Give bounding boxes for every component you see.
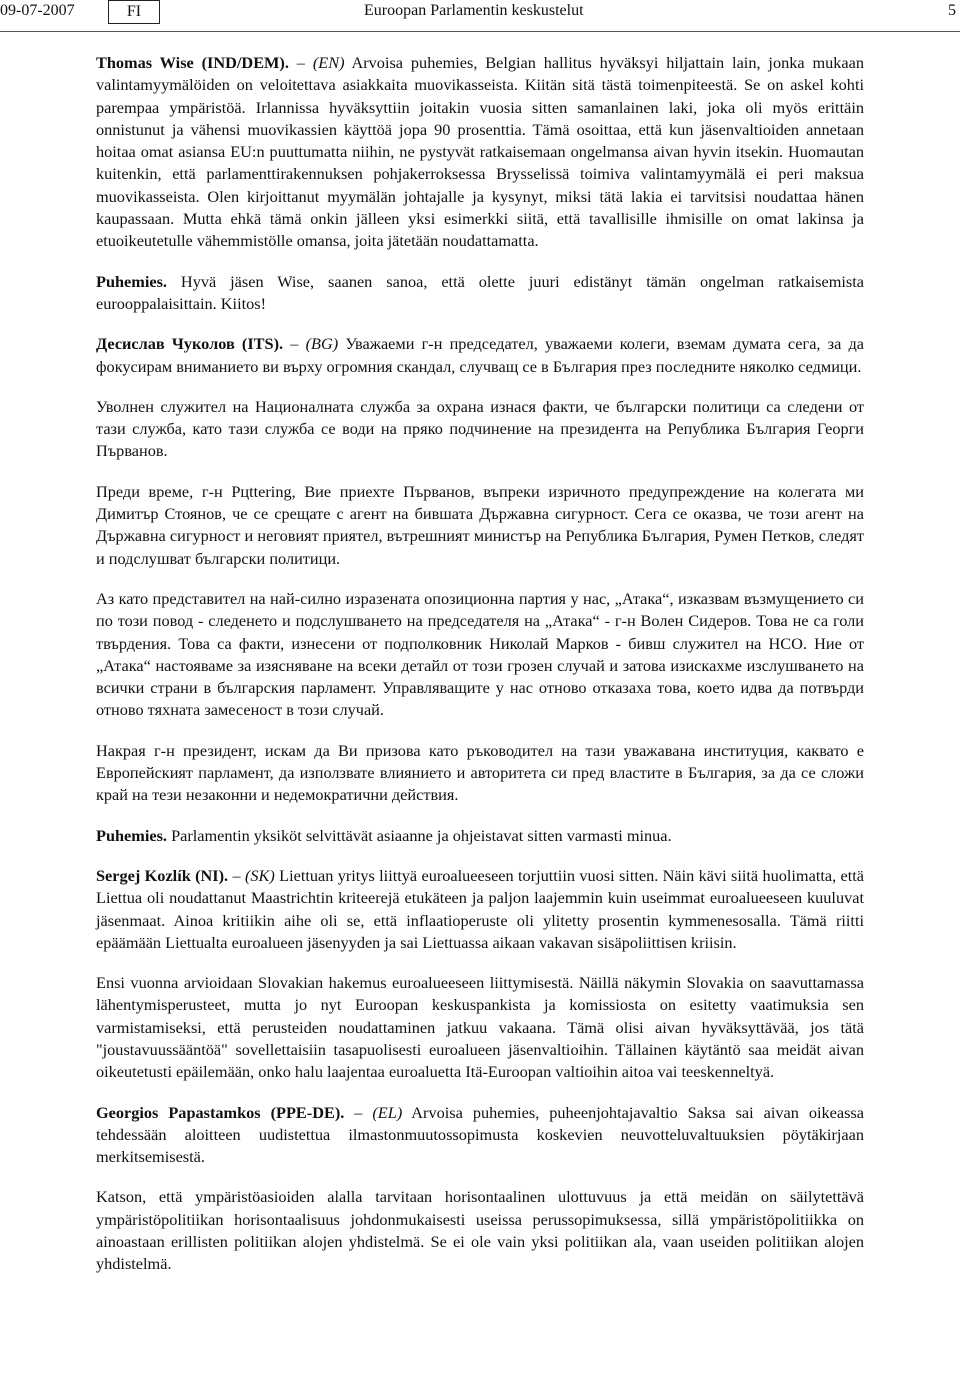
paragraph-text: Liettuan yritys liittyä euroalueeseen torjuttiin vuosi sitten. Näin kävi siitä huolimatta, että Liettua oli noudattanut Maastrichtin kriteerejä etukäteen ja paljon laajemmin kuin useimmat euroalueeseen kuuluvat jäsenmaat. Ainoa kritiikin aihe oli se, että inflaatioperuste oli ylitetty prosentin kymmenesosalla. Tämä riitti epäämään Liettualta euroalueen jäsenyyden ja sai Liettuassa aikaan vakavan sisäpoliittisen kriisin. [96,865,865,952]
dash: – [288,53,313,72]
language-box: FI [108,0,160,24]
paragraph-text: Arvoisa puhemies, puheenjohtajavaltio Saksa sai aivan oikeassa tehdessään aloitteen uudistettua ilmastonmuutossopimusta koskevien neuvotteluvaltuuksien pöytäkirjaan merkitsemisestä. [96,1102,864,1167]
paragraph-kozlik-2: Ensi vuonna arvioidaan Slovakian hakemus euroalueeseen liittymisestä. Näillä näkymin Slovakia on saavuttamassa lähentymisperusteet, mutta jo nyt Euroopan keskuspankista ja komissiosta on esitetty vaatimuksia sen varmistamiseksi, että perusteiden noudattaminen jatkuu vakaana. Tämä olisi aivan hyväksyttävää, jos tätä "joustavuussääntöä" sovellettaisiin tasapuolisesti euroalueen jäsenvaltioihin. Tällainen käytäntö saa meidät aivan oikeutetusti epäilemään, onko halu laajentaa euroaluetta Itä-Euroopan valtioihin aitoa vai teeskenneltyä. [96,973,864,1082]
speaker-name: Puhemies. [96,271,167,291]
speaker-name: Thomas Wise (IND/DEM). [96,53,289,72]
paragraph-chukolov-5: Накрая г-н президент, искам да Ви призова като ръководител на тази уважавана институция, каквато е Европейският парламент, да използвате влиянието и авторитета си пред властите в България, за да се сложи край на тези незаконни и недемократични действия. [96,740,864,805]
header-date: 09-07-2007 [0,2,75,19]
paragraph-chukolov-4: Аз като представител на най-силно изразената опозиционна партия у нас, „Атака“, изказвам възмущението си по този повод - следенето и подслушването на председателя на „Атака“ - г-н Волен Сидеров. Това не са голи твърдения. Това са факти, изнесени от подполковник Николай Марков - бивш служител на НСО. Ние от „Атака“ настояваме за изясняване на всеки детайл от този грозен случай и затова изискахме изслушването на всички страни в българския парламент. Управляващите у нас отново отказаха това, което идва да потвърди отново тяхната замесеност в този случай. [96,588,864,720]
paragraph-papastamkos [96,1102,864,1169]
paragraph-papastamkos-2: Katson, että ympäristöasioiden alalla tarvitaan horisontaalinen ulottuvuus ja että meidän on säilytettävä ympäristöpolitiikan horisontaalisuus johdonmukaisesti useissa perussopimuksessa, sillä ympäristöpolitiikka on ainoastaan erillisten politiikan alojen yhdistelmä. Se ei ole vain yksi politiikan ala, vaan useiden politiikan alojen yhdistelmä. [96,1187,864,1274]
paragraph-chukolov [96,333,864,378]
paragraph-text: Hyvä jäsen Wise, saanen sanoa, että olette juuri edistänyt tämän ongelman ratkaisemista eurooppalaisittain. Kiitos! [96,271,864,313]
paragraph-president-2 [96,825,864,847]
speaker-name: Puhemies. [96,825,167,845]
language-code: (EN) [312,53,345,72]
paragraph-president-1 [96,271,864,316]
header-title: Euroopan Parlamentin keskustelut [364,2,584,19]
paragraph-kozlik [96,865,864,954]
dash: – [228,865,245,885]
paragraph-chukolov-2: Уволнен служител на Националната служба за охрана изнася факти, че български политици са следени от тази служба, като тази служба се води на пряко подчинение на президента на Република България Георги Първанов. [96,396,864,461]
paragraph-wise [96,52,864,253]
speaker-name: Sergej Kozlík (NI). [96,865,229,885]
page-number: 5 [948,2,956,19]
language-code: (EL) [372,1102,403,1122]
paragraph-text: Parlamentin yksiköt selvittävät asiaanne ja ohjeistavat sitten varmasti minua. [167,825,672,845]
language-code: (BG) [305,334,339,354]
speaker-name: Georgios Papastamkos (PPE-DE). [96,1102,345,1122]
page-header [0,0,960,32]
paragraph-chukolov-3: Преди време, г-н Pцttering, Вие приехте Първанов, въпреки изричното предупреждение на колегата ми Димитър Стоянов, че се срещате с агент на бившата Държавна сигурност. Сега се оказва, че този агент на Държавна сигурност и неговият приятел, вътрешният министър на Република България, Румен Петков, следят и подслушват български политици. [96,481,864,568]
debate-body [96,52,864,1294]
dash: – [344,1102,373,1122]
speaker-name: Десислав Чуколов (ITS). [96,334,284,354]
dash: – [283,334,306,354]
header-divider [0,31,960,32]
language-code: (SK) [244,865,275,885]
paragraph-text: Arvoisa puhemies, Belgian hallitus hyväksyi hiljattain lain, jonka mukaan valintamyymälöiden on veloitettava asiakkaita muovikasseista. Kiitän sitä tästä toimenpiteestä. Se on askel kohti parempaa ympäristöä. Irlannissa hyväksyttiin joitakin vuosia sitten samanlainen laki, joka oli myös erittäin onnistunut ja vähensi muovikassien käyttöä jopa 90 prosenttia. Tämä osoittaa, että kun jäsenvaltioiden annetaan hoitaa omat asiansa EU:n puuttumatta niihin, ne pystyvät ratkaisemaan ongelmansa aivan hyvin itsekin. Huomautan kuitenkin, että parlamenttirakennuksen pohjakerroksessa Brysselissä toimiva valintamyymälä ei peri maksua muovikasseista. Olen kirjoittanut myymälän johtajalle ja kysynyt, miksi tätä lakia ei tarvitsisi noudattaa hänen kaupassaan. Mutta ehkä tämä onkin jälleen yksi esimerkki siitä, että tavallisille ihmisille on omat lakinsa ja etuoikeutetulle vähemmistölle omansa, joita jätetään noudattamatta. [96,53,865,251]
paragraph-text: Уважаеми г-н председател, уважаеми колеги, вземам думата сега, за да фокусирам вниманието ви върху огромния скандал, случващ се в България през последните няколко седмици. [96,334,865,376]
